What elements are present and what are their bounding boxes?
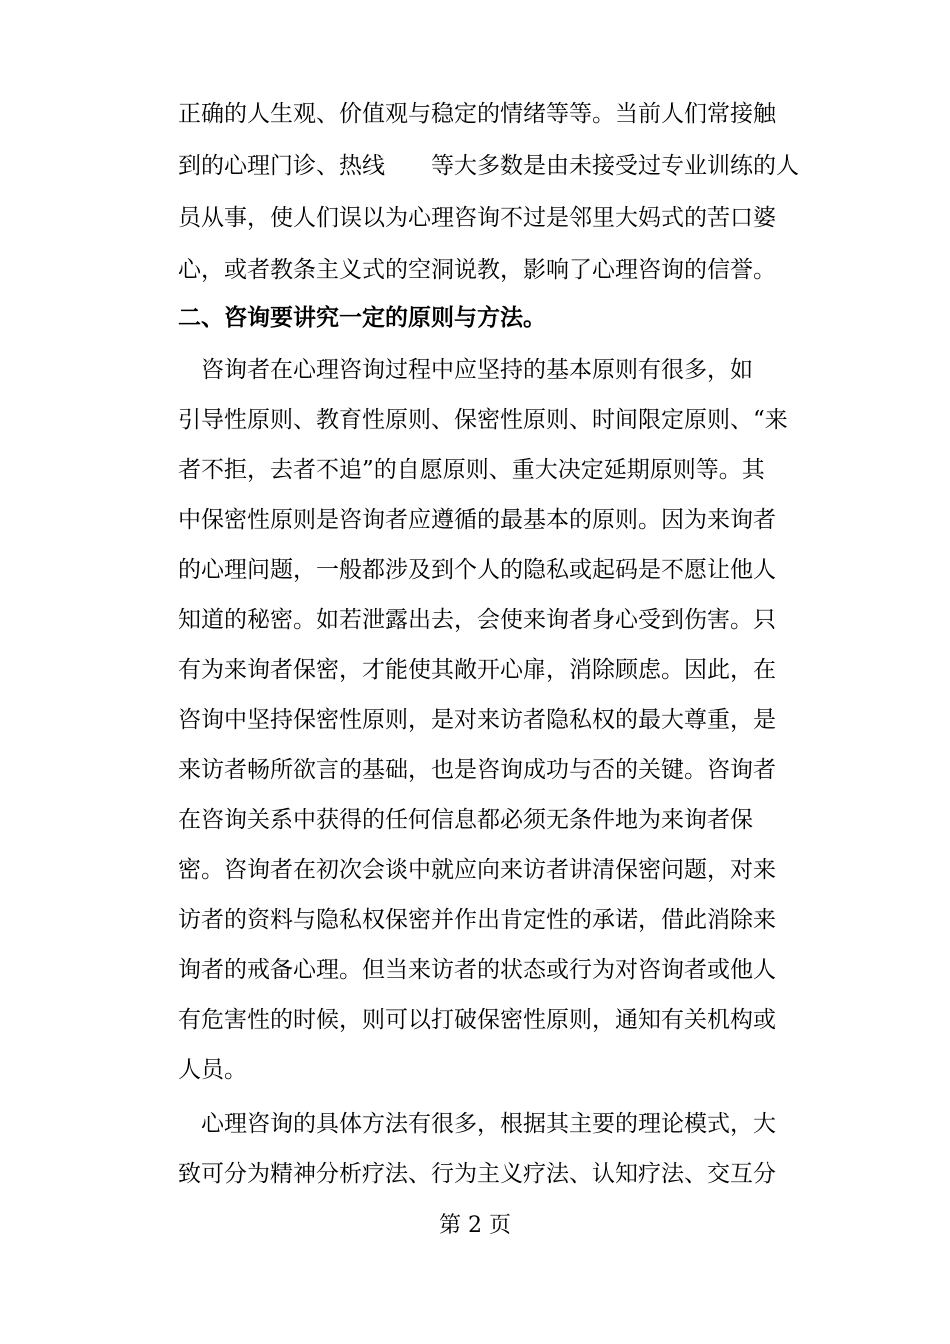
text-line: 在咨询关系中获得的任何信息都必须无条件地为来询者保: [178, 807, 753, 833]
text-line: 心理咨询的具体方法有很多，根据其主要的理论模式，大: [178, 1111, 776, 1137]
text-line: 密。咨询者在初次会谈中就应向来访者讲清保密问题，对来: [178, 857, 776, 883]
text-line: 员从事，使人们误以为心理咨询不过是邻里大妈式的苦口婆: [178, 205, 776, 231]
text-line: 来访者畅所欲言的基础，也是咨询成功与否的关键。咨询者: [178, 757, 776, 783]
text-line: 询者的戒备心理。但当来访者的状态或行为对咨询者或他人: [178, 957, 776, 983]
text-line: 心，或者教条主义式的空洞说教，影响了心理咨询的信誉。: [178, 257, 776, 283]
text-line: 人员。: [178, 1057, 247, 1083]
text-line: 中保密性原则是咨询者应遵循的最基本的原则。因为来询者: [178, 507, 776, 533]
text-line: 的心理问题，一般都涉及到个人的隐私或起码是不愿让他人: [178, 557, 776, 583]
text-line: 有危害性的时候，则可以打破保密性原则，通知有关机构或: [178, 1007, 776, 1033]
text-line: 者不拒，去者不追”的自愿原则、重大决定延期原则等。其: [178, 457, 765, 483]
text-line: 知道的秘密。如若泄露出去，会使来询者身心受到伤害。只: [178, 607, 776, 633]
text-line: 到的心理门诊、热线 等大多数是由未接受过专业训练的人: [178, 153, 799, 179]
text-line: 访者的资料与隐私权保密并作出肯定性的承诺，借此消除来: [178, 907, 776, 933]
text-line: 有为来询者保密，才能使其敞开心扉，消除顾虑。因此，在: [178, 657, 776, 683]
section-heading: 二、咨询要讲究一定的原则与方法。: [178, 304, 546, 331]
text-line: 咨询中坚持保密性原则，是对来访者隐私权的最大尊重，是: [178, 707, 776, 733]
page-number: 第 2 页: [439, 1213, 511, 1238]
text-line: 致可分为精神分析疗法、行为主义疗法、认知疗法、交互分: [178, 1161, 776, 1187]
text-line: 咨询者在心理咨询过程中应坚持的基本原则有很多，如: [178, 357, 753, 383]
text-line: 正确的人生观、价值观与稳定的情绪等等。当前人们常接触: [178, 101, 776, 127]
text-line: 引导性原则、教育性原则、保密性原则、时间限定原则、“来: [178, 407, 788, 433]
